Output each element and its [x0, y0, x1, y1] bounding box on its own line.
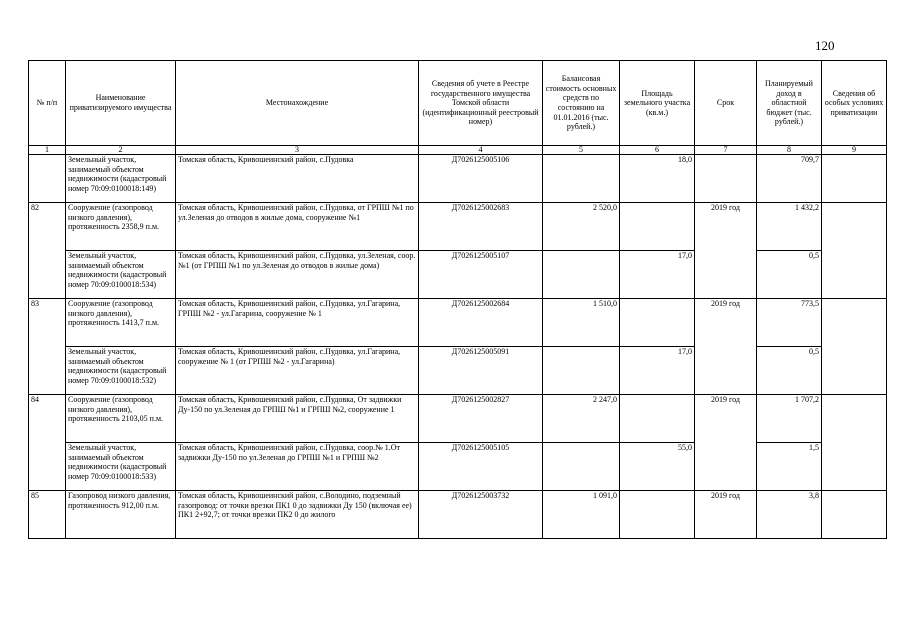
cell-name: Земельный участок, занимаемый объектом недвижимости (кадастровый номер 70:09:0100018:534) [66, 251, 176, 299]
cell-special [822, 155, 887, 203]
cell-income: 1,5 [757, 443, 822, 491]
header-area: Площадь земельного участка (кв.м.) [620, 61, 695, 146]
header-row [29, 61, 887, 146]
header-num: № п/п [29, 61, 66, 146]
cell-num: 82 [29, 203, 66, 299]
table-row [29, 155, 887, 203]
cell-special [822, 395, 887, 491]
cell-name: Земельный участок, занимаемый объектом недвижимости (кадастровый номер 70:09:0100018:149) [66, 155, 176, 203]
cell-registry-id: Д7026125002683 [419, 203, 543, 251]
cell-area [620, 395, 695, 443]
cell-registry-id: Д7026125002684 [419, 299, 543, 347]
column-number-row [29, 146, 887, 155]
cell-registry-id: Д7026125005091 [419, 347, 543, 395]
header-name: Наименование приватизируемого имущества [66, 61, 176, 146]
privatization-table [28, 60, 887, 539]
cell-num [29, 155, 66, 203]
column-number: 4 [419, 146, 543, 155]
header-location: Местонахождение [176, 61, 419, 146]
cell-area [620, 491, 695, 539]
cell-name: Сооружение (газопровод низкого давления), протяженность 2358,9 п.м. [66, 203, 176, 251]
table-row [29, 491, 887, 539]
column-number: 5 [543, 146, 620, 155]
cell-area: 55,0 [620, 443, 695, 491]
cell-special [822, 491, 887, 539]
column-number: 1 [29, 146, 66, 155]
cell-name: Сооружение (газопровод низкого давления), протяженность 1413,7 п.м. [66, 299, 176, 347]
cell-income: 0,5 [757, 347, 822, 395]
table-row [29, 299, 887, 347]
cell-special [822, 203, 887, 299]
cell-term [695, 155, 757, 203]
cell-num: 84 [29, 395, 66, 491]
cell-term: 2019 год [695, 395, 757, 491]
cell-area: 17,0 [620, 251, 695, 299]
cell-income: 1 432,2 [757, 203, 822, 251]
cell-location: Томская область, Кривошеинский район, с.Володино, подземный газопровод: от точки врезки ПК1 0 до задвижки Ду 150 (включая ее) ПК1 2+92,7; от точки врезки ПК2 0 до жилого [176, 491, 419, 539]
cell-income: 1 707,2 [757, 395, 822, 443]
cell-balance: 1 510,0 [543, 299, 620, 347]
cell-income: 709,7 [757, 155, 822, 203]
cell-term: 2019 год [695, 203, 757, 299]
cell-income: 3,8 [757, 491, 822, 539]
table-row [29, 251, 887, 299]
cell-location: Томская область, Кривошеинский район, с.Пудовка, От задвижки Ду-150 по ул.Зеленая до ГРПШ №1 и ГРПШ №2, сооружение 1 [176, 395, 419, 443]
cell-name: Сооружение (газопровод низкого давления), протяженность 2103,05 п.м. [66, 395, 176, 443]
header-term: Срок [695, 61, 757, 146]
cell-location: Томская область, Кривошеинский район, с.Пудовка, ул.Зеленая, соор.№1 (от ГРПШ №1 по ул.Зеленая до отводов в жилые дома) [176, 251, 419, 299]
cell-registry-id: Д7026125003732 [419, 491, 543, 539]
cell-name: Газопровод низкого давления, протяженность 912,00 п.м. [66, 491, 176, 539]
cell-name: Земельный участок, занимаемый объектом недвижимости (кадастровый номер 70:09:0100018:532) [66, 347, 176, 395]
cell-balance: 1 091,0 [543, 491, 620, 539]
cell-balance [543, 347, 620, 395]
table-row [29, 347, 887, 395]
cell-area: 18,0 [620, 155, 695, 203]
cell-location: Томская область, Кривошеинский район, с.Пудовка, от ГРПШ №1 по ул.Зеленая до отводов в жилые дома, сооружение №1 [176, 203, 419, 251]
column-number: 8 [757, 146, 822, 155]
cell-balance [543, 251, 620, 299]
header-income: Планируемый доход в областной бюджет (тыс. рублей.) [757, 61, 822, 146]
cell-location: Томская область, Кривошеинский район, с.Пудовка, соор.№ 1.От задвижки Ду-150 по ул.Зеленая до ГРПШ №1 и ГРПШ №2 [176, 443, 419, 491]
cell-location: Томская область, Кривошеинский район, с.Пудовка [176, 155, 419, 203]
header-registry: Сведения об учете в Реестре государственного имущества Томской области (идентификационный реестровый номер) [419, 61, 543, 146]
cell-registry-id: Д7026125002827 [419, 395, 543, 443]
cell-balance [543, 155, 620, 203]
cell-registry-id: Д7026125005107 [419, 251, 543, 299]
cell-area: 17,0 [620, 347, 695, 395]
cell-name: Земельный участок, занимаемый объектом недвижимости (кадастровый номер 70:09:0100018:533) [66, 443, 176, 491]
cell-registry-id: Д7026125005106 [419, 155, 543, 203]
cell-income: 0,5 [757, 251, 822, 299]
column-number: 6 [620, 146, 695, 155]
table-row [29, 443, 887, 491]
column-number: 2 [66, 146, 176, 155]
cell-area [620, 299, 695, 347]
cell-special [822, 299, 887, 395]
page-number: 120 [815, 38, 835, 53]
cell-num: 85 [29, 491, 66, 539]
cell-registry-id: Д7026125005105 [419, 443, 543, 491]
cell-location: Томская область, Кривошеинский район, с.Пудовка, ул.Гагарина, ГРПШ №2 - ул.Гагарина, сооружение № 1 [176, 299, 419, 347]
cell-num: 83 [29, 299, 66, 395]
table-row [29, 203, 887, 251]
header-balance: Балансовая стоимость основных средств по состоянию на 01.01.2016 (тыс. рублей.) [543, 61, 620, 146]
cell-area [620, 203, 695, 251]
column-number: 3 [176, 146, 419, 155]
header-special: Сведения об особых условиях приватизации [822, 61, 887, 146]
table-row [29, 395, 887, 443]
cell-balance [543, 443, 620, 491]
cell-balance: 2 520,0 [543, 203, 620, 251]
cell-term: 2019 год [695, 491, 757, 539]
cell-location: Томская область, Кривошеинский район, с.Пудовка, ул.Гагарина, сооружение № 1 (от ГРПШ №2 - ул.Гагарина) [176, 347, 419, 395]
column-number: 9 [822, 146, 887, 155]
cell-balance: 2 247,0 [543, 395, 620, 443]
column-number: 7 [695, 146, 757, 155]
cell-income: 773,5 [757, 299, 822, 347]
cell-term: 2019 год [695, 299, 757, 395]
